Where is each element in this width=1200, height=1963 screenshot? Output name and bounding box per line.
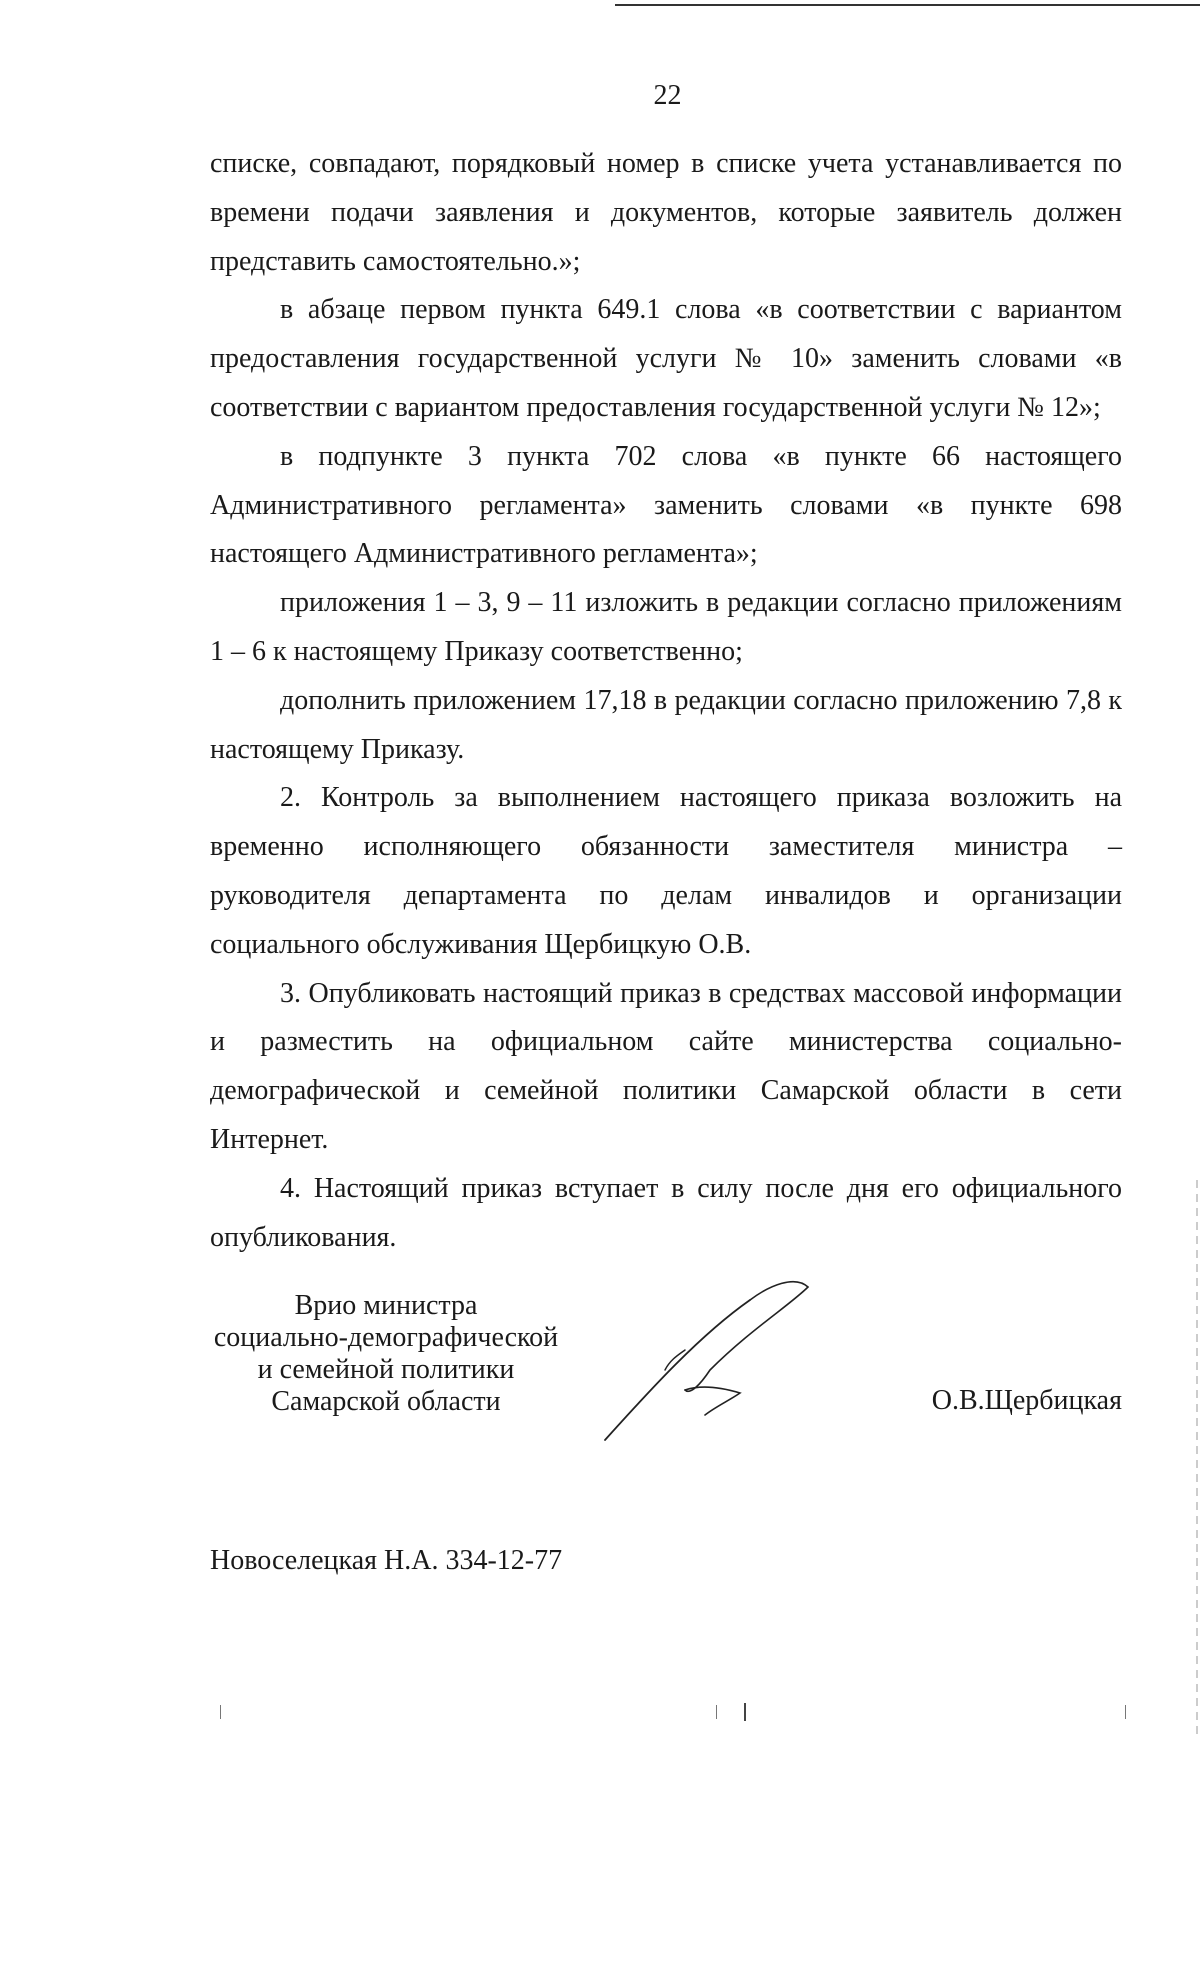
signer-name: О.В.Щербицкая [931,1385,1122,1416]
signatory-position [210,1290,562,1418]
paragraph-continuation: списке, совпадают, порядковый номер в списке учета устанавливается по времени подачи заявления и документов, которые заявитель должен представить самостоятельно.»; [210,148,1122,277]
paragraph-supplement: дополнить приложением 17,18 в редакции согласно приложению 7,8 к настоящему Приказу. [210,684,1122,765]
signatory-position-line: Самарской области [271,1386,501,1417]
paragraph-amend-649-1: в абзаце первом пункта 649.1 слова «в соответствии с вариантом предоставления государственной услуги № 10» заменить словами «в соответствии с вариантом предоставления государственной услуги № 12»; [210,294,1122,423]
signatory-position-line: социально-демографической [213,1322,559,1353]
document-body [210,140,1122,1262]
paragraph-appendices: приложения 1 – 3, 9 – 11 изложить в редакции согласно приложениям 1 – 6 к настоящему Приказу соответственно; [210,587,1122,667]
top-rule [615,4,1200,6]
paragraph-amend-702: в подпункте 3 пункта 702 слова «в пункте 66 настоящего Административного регламента» заменить словами «в пункте 698 настоящего Административного регламента»; [210,440,1122,570]
paragraph-effective: 4. Настоящий приказ вступает в силу после дня его официального опубликования. [210,1172,1122,1253]
scan-mark [744,1703,746,1721]
signatory-position-line: Врио министра [294,1290,478,1321]
signatory-position-line: и семейной политики [257,1354,515,1385]
executor-contact: Новоселецкая Н.А. 334-12-77 [210,1545,563,1576]
scan-edge-line [1196,1180,1198,1740]
scan-mark [220,1705,221,1719]
scan-mark [716,1705,717,1719]
paragraph-control: 2. Контроль за выполнением настоящего приказа возложить на временно исполняющего обязанности заместителя министра – руководителя департамента по делам инвалидов и организации социального обслуживания Щербицкую О.В. [210,782,1122,960]
page-number: 22 [653,80,682,111]
paragraph-publish: 3. Опубликовать настоящий приказ в средствах массовой информации и разместить на официальном сайте министерства социально-демографической и семейной политики Самарской области в сети Интернет. [210,977,1122,1155]
scan-mark [1125,1705,1126,1719]
handwritten-signature [590,1275,820,1455]
